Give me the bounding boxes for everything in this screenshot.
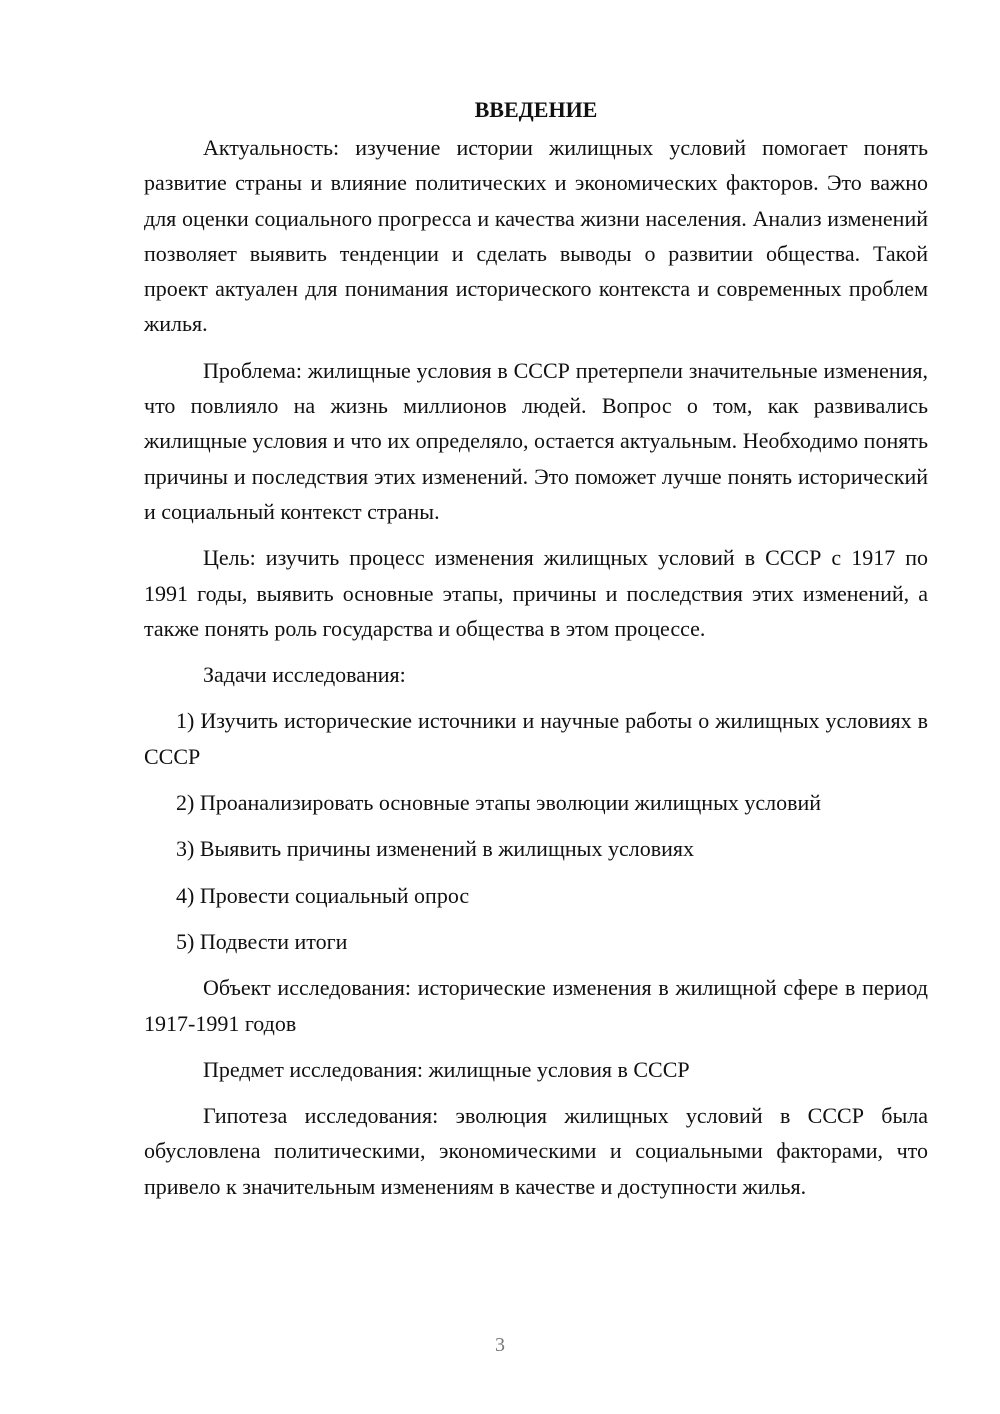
section-heading: ВВЕДЕНИЕ bbox=[474, 97, 598, 122]
paragraph-gap bbox=[144, 1041, 928, 1052]
task-item-4: 4) Провести социальный опрос bbox=[176, 882, 470, 908]
task-item-5: 5) Подвести итоги bbox=[176, 928, 348, 954]
paragraph-gap bbox=[144, 867, 928, 878]
tasks-label: Задачи исследования: bbox=[203, 662, 406, 688]
paragraph-gap bbox=[144, 959, 928, 970]
relevance-paragraph: Актуальность: изучение истории жилищных условий помогает понять развитие страны и влияние политических и экономических факторов. Это важно для оценки социального прогресса и качества жизни населения. Анализ изменений позволяет выявить тенденции и сделать выводы о развитии общества. Такой проект актуален для понимания исторического контекста и современных проблем жилья. bbox=[144, 135, 928, 337]
paragraph-gap bbox=[144, 820, 928, 831]
task-item-1: 1) Изучить исторические источники и научные работы о жилищных условиях в СССР bbox=[144, 708, 928, 769]
paragraph-gap bbox=[144, 529, 928, 540]
document-page bbox=[144, 92, 928, 1204]
task-item-2: 2) Проанализировать основные этапы эволюции жилищных условий bbox=[176, 790, 822, 816]
page-number: 3 bbox=[495, 1334, 505, 1356]
object-paragraph: Объект исследования: исторические изменения в жилищной сфере в период 1917-1991 годов bbox=[144, 975, 928, 1036]
paragraph-gap bbox=[144, 692, 928, 703]
hypothesis-paragraph: Гипотеза исследования: эволюция жилищных условий в СССР была обусловлена политическими, экономическими и социальными факторами, что привело к значительным изменениям в качестве и доступности жилья. bbox=[144, 1103, 928, 1199]
task-item-3: 3) Выявить причины изменений в жилищных условиях bbox=[176, 836, 694, 862]
paragraph-gap bbox=[144, 342, 928, 353]
paragraph-gap bbox=[144, 1087, 928, 1098]
paragraph-gap bbox=[144, 646, 928, 657]
problem-paragraph: Проблема: жилищные условия в СССР претерпели значительные изменения, что повлияло на жизнь миллионов людей. Вопрос о том, как развивались жилищные условия и что их определяло, остается актуальным. Необходимо понять причины и последствия этих изменений. Это поможет лучше понять исторический и социальный контекст страны. bbox=[144, 357, 928, 524]
paragraph-gap bbox=[144, 774, 928, 785]
subject-paragraph: Предмет исследования: жилищные условия в СССР bbox=[203, 1056, 690, 1082]
paragraph-gap bbox=[144, 913, 928, 924]
goal-paragraph: Цель: изучить процесс изменения жилищных условий в СССР с 1917 по 1991 годы, выявить основные этапы, причины и последствия этих изменений, а также понять роль государства и общества в этом процессе. bbox=[144, 545, 928, 641]
